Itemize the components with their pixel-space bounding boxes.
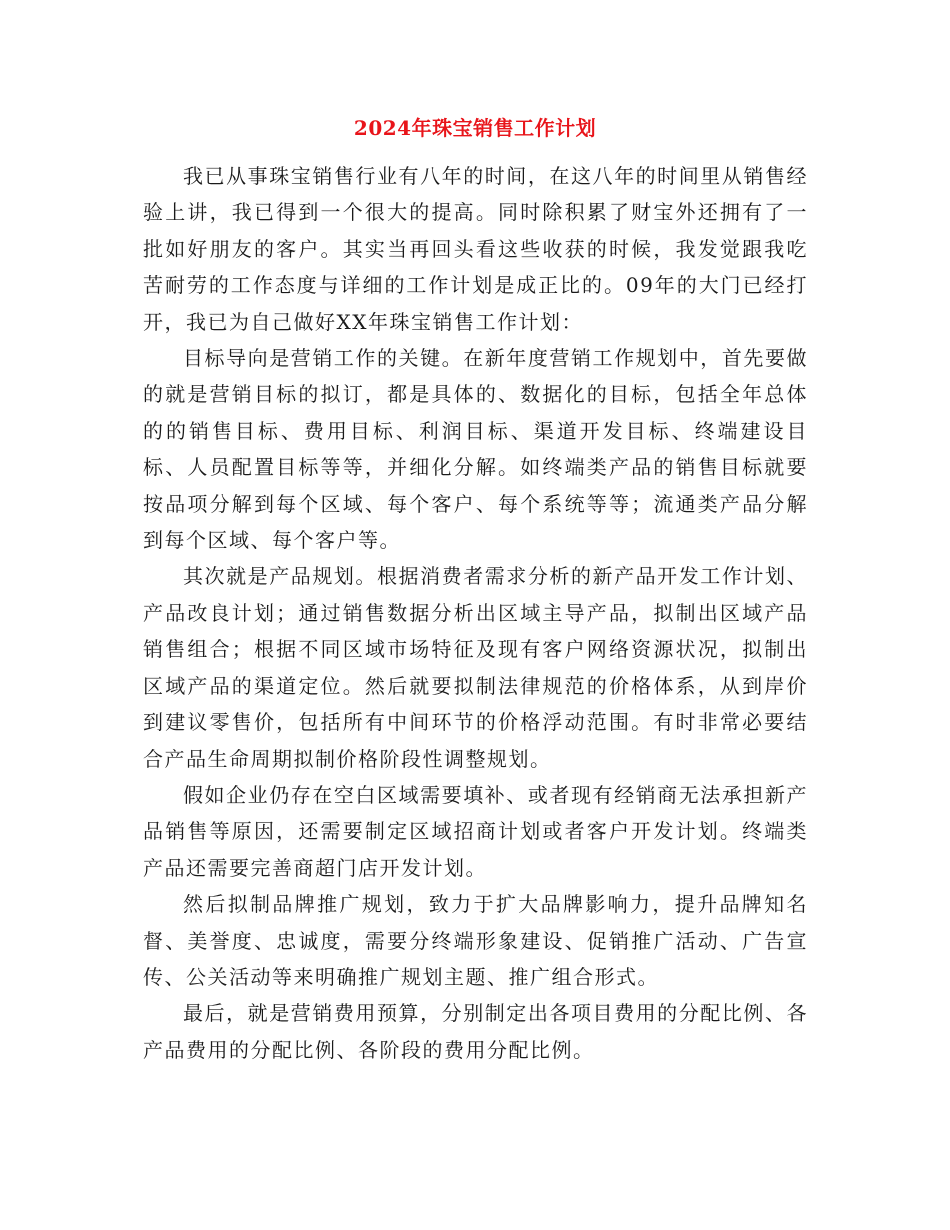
paragraph-budget: 最后，就是营销费用预算，分别制定出各项目费用的分配比例、各产品费用的分配比例、各阶段的费用分配比例。 [143, 1001, 808, 1062]
paragraph-intro: 我已从事珠宝销售行业有八年的时间，在这八年的时间里从销售经验上讲，我已得到一个很大的提高。同时除积累了财宝外还拥有了一批如好朋友的客户。其实当再回头看这些收获的时候，我发觉跟我吃苦耐劳的工作态度与详细的工作计划是成正比的。09年的大门已经打开，我已为自己做好XX年珠宝销售工作计划： [143, 164, 808, 334]
paragraph-recruitment: 假如企业仍存在空白区域需要填补、或者现有经销商无法承担新产品销售等原因，还需要制定区域招商计划或者客户开发计划。终端类产品还需要完善商超门店开发计划。 [143, 782, 808, 880]
paragraph-product-planning: 其次就是产品规划。根据消费者需求分析的新产品开发工作计划、产品改良计划；通过销售数据分析出区域主导产品，拟制出区域产品销售组合；根据不同区域市场特征及现有客户网络资源状况，拟制出区域产品的渠道定位。然后就要拟制法律规范的价格体系，从到岸价到建议零售价，包括所有中间环节的价格浮动范围。有时非常必要结合产品生命周期拟制价格阶段性调整规划。 [143, 564, 808, 771]
document-body [143, 158, 808, 1068]
paragraph-target-orientation: 目标导向是营销工作的关键。在新年度营销工作规划中，首先要做的就是营销目标的拟订，都是具体的、数据化的目标，包括全年总体的的销售目标、费用目标、利润目标、渠道开发目标、终端建设目标、人员配置目标等等，并细化分解。如终端类产品的销售目标就要按品项分解到每个区域、每个客户、每个系统等等；流通类产品分解到每个区域、每个客户等。 [143, 346, 808, 553]
paragraph-brand-promotion: 然后拟制品牌推广规划，致力于扩大品牌影响力，提升品牌知名督、美誉度、忠诚度，需要分终端形象建设、促销推广活动、广告宣传、公关活动等来明确推广规划主题、推广组合形式。 [143, 892, 808, 989]
document-title: 2024年珠宝销售工作计划 [353, 116, 597, 140]
